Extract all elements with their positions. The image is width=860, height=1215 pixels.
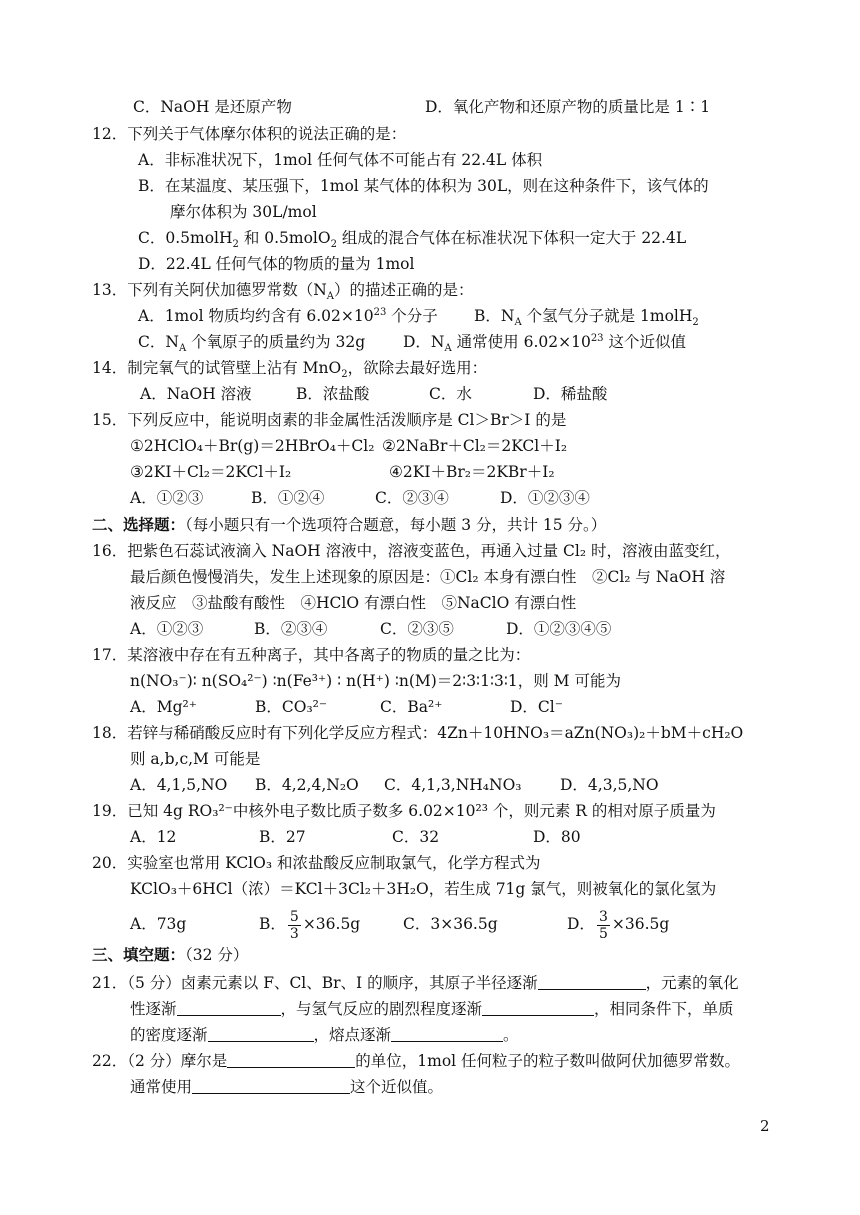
q22-blank-value[interactable]	[192, 1077, 350, 1094]
q12-option-b-line2: 摩尔体积为 30L/mol	[170, 203, 317, 221]
q20-option-a: A．73g	[130, 915, 187, 933]
q18-stem: 18．若锌与稀硝酸反应时有下列化学反应方程式：4Zn＋10HNO₃＝aZn(NO₃)₂＋bM＋cH₂O	[92, 724, 744, 742]
fraction-5-3: $\frac{5}{3}$	[289, 908, 299, 942]
q21-line3: 的密度逐渐 ，熔点逐渐 。	[130, 1026, 519, 1044]
q21-blank-reactivity[interactable]	[482, 999, 594, 1016]
q21-blank-density[interactable]	[208, 1025, 314, 1042]
q19-option-d: D．80	[533, 828, 581, 846]
page-number: 2	[760, 1117, 770, 1135]
q13-option-c: C．$N_A$ 个氧原子的质量约为 32g	[138, 333, 366, 355]
q14-option-b: B．浓盐酸	[296, 385, 370, 403]
q22-line1: 22．（2 分）摩尔是 的单位，1mol 任何粒子的粒子数叫做阿伏加德罗常数。	[92, 1052, 741, 1070]
fraction-3-5: $\frac{3}{5}$	[598, 908, 608, 942]
q11-option-d: D．氧化产物和还原产物的质量比是 1∶1	[425, 98, 711, 116]
q15-reaction-1: ①2HClO₄＋Br(g)＝2HBrO₄＋Cl₂	[130, 437, 375, 455]
q22-blank-unit[interactable]	[227, 1051, 355, 1068]
q17-option-c: C．Ba²⁺	[380, 698, 443, 716]
q20-option-c: C．3×36.5g	[403, 915, 498, 933]
q20-option-b: B． $\frac{5}{3}$ ×36.5g	[259, 908, 361, 942]
section-2-heading: 二、选择题：（每小题只有一个选项符合题意，每小题 3 分，共计 15 分。）	[92, 515, 607, 534]
q13-option-d: D．$N_A$ 通常使用 $6.02\times 10^{23}$ 这个近似值	[403, 332, 686, 355]
q18-option-b: B．4,2,4,N₂O	[255, 776, 359, 794]
q12-option-d: D．22.4L 任何气体的物质的量为 1mol	[138, 255, 415, 273]
q15-reaction-4: ④2KI＋Br₂＝2KBr＋I₂	[389, 463, 555, 481]
q14-option-c: C．水	[429, 385, 472, 403]
q18-option-a: A．4,1,5,NO	[130, 776, 228, 794]
q14-option-d: D．稀盐酸	[533, 385, 608, 403]
q19-option-b: B．27	[259, 828, 306, 846]
q18-line2: 则 a,b,c,M 可能是	[130, 750, 261, 768]
q18-option-d: D．4,3,5,NO	[560, 776, 659, 794]
q21-line1: 21．（5 分）卤素元素以 F、Cl、Br、I 的顺序，其原子半径逐渐 ，元素的氧化	[92, 974, 739, 992]
q14-option-a: A．NaOH 溶液	[140, 385, 252, 403]
q19-option-a: A．12	[130, 828, 177, 846]
q16-option-b: B．②③④	[254, 620, 328, 638]
q20-equation: KClO₃＋6HCl（浓）＝KCl＋3Cl₂＋3H₂O，若生成 71g 氯气，则被氧化的氯化氢为	[130, 880, 717, 898]
q17-option-a: A．Mg²⁺	[130, 698, 197, 716]
q12-stem: 12．下列关于气体摩尔体积的说法正确的是：	[92, 125, 407, 143]
q21-blank-radius[interactable]	[538, 973, 646, 990]
q17-stem: 17．某溶液中存在有五种离子，其中各离子的物质的量之比为：	[92, 646, 531, 664]
q21-line2: 性逐渐 ，与氢气反应的剧烈程度逐渐 ，相同条件下，单质	[130, 1000, 734, 1018]
q13-stem: 13．下列有关阿伏加德罗常数$(N_A)$的描述正确的是：	[92, 281, 474, 303]
q16-option-c: C．②③⑤	[380, 620, 454, 638]
q15-option-b: B．①②④	[251, 489, 325, 507]
q16-option-a: A．①②③	[130, 620, 204, 638]
q15-stem: 15．下列反应中，能说明卤素的非金属性活泼顺序是 Cl＞Br＞I 的是	[92, 411, 567, 429]
section-3-heading: 三、填空题：（32 分）	[92, 945, 249, 964]
q17-ratio: n(NO₃⁻)∶ n(SO₄²⁻) ∶n(Fe³⁺) ∶ n(H⁺) ∶n(M)＝2∶3∶1∶3∶1，则 M 可能为	[130, 672, 621, 690]
q19-option-c: C．32	[392, 828, 440, 846]
q17-option-b: B．CO₃²⁻	[255, 698, 328, 716]
q15-option-c: C．②③④	[375, 489, 449, 507]
q20-stem: 20．实验室也常用 KClO₃ 和浓盐酸反应制取氯气，化学方程式为	[92, 854, 541, 872]
q11-option-c: C．NaOH 是还原产物	[133, 98, 292, 116]
q16-line1: 16．把紫色石蕊试液滴入 NaOH 溶液中，溶液变蓝色，再通入过量 Cl₂ 时，溶液由蓝变红，	[92, 542, 731, 560]
q14-stem: 14．制完氧气的试管壁上沾有 MnO$_2$，欲除去最好选用：	[92, 359, 488, 381]
q16-line2: 最后颜色慢慢消失，发生上述现象的原因是：①Cl₂ 本身有漂白性 ②Cl₂ 与 NaOH 溶	[130, 568, 726, 586]
q20-option-d: D． $\frac{3}{5}$ ×36.5g	[567, 908, 670, 942]
q12-option-b-line1: B．在某温度、某压强下，1mol 某气体的体积为 30L，则在这种条件下，该气体的	[138, 177, 709, 195]
q21-blank-oxidizing[interactable]	[177, 999, 281, 1016]
q19-stem: 19．已知 4g RO₃²⁻中核外电子数比质子数多 6.02×10²³ 个，则元素 R 的相对原子质量为	[92, 802, 716, 820]
q13-option-b: B．$N_A$ 个氢气分子就是 1molH$_2$	[474, 307, 699, 329]
q15-option-a: A．①②③	[130, 489, 204, 507]
q16-line3: 液反应 ③盐酸有酸性 ④HClO 有漂白性 ⑤NaClO 有漂白性	[130, 594, 577, 612]
q21-blank-melting[interactable]	[391, 1025, 503, 1042]
q15-reaction-3: ③2KI＋Cl₂＝2KCl＋I₂	[130, 463, 292, 481]
q13-option-a: A．1mol 物质均约含有 $6.02\times 10^{23}$ 个分子	[138, 306, 438, 325]
q15-reaction-2: ②2NaBr＋Cl₂＝2KCl＋I₂	[382, 437, 568, 455]
q16-option-d: D．①②③④⑤	[506, 620, 612, 638]
q12-option-c: C．0.5molH$_2$ 和 0.5molO$_2$ 组成的混合气体在标准状况下体积一定大于 22.4L	[138, 229, 687, 251]
q18-option-c: C．4,1,3,NH₄NO₃	[384, 776, 522, 794]
q15-option-d: D．①②③④	[500, 489, 590, 507]
q12-option-a: A．非标准状况下，1mol 任何气体不可能占有 22.4L 体积	[138, 151, 543, 169]
q17-option-d: D．Cl⁻	[510, 698, 563, 716]
q22-line2: 通常使用 这个近似值。	[130, 1078, 444, 1096]
